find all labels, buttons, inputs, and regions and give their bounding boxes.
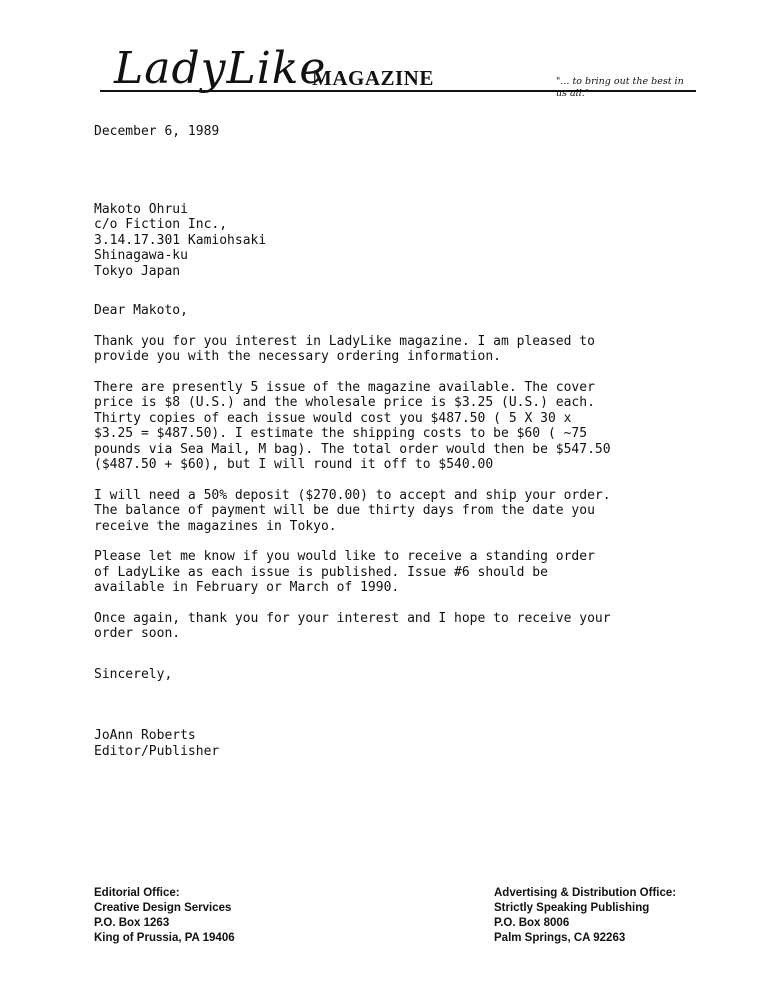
paragraph-line: provide you with the necessary ordering information. <box>94 349 501 364</box>
paragraph-line: pounds via Sea Mail, M bag). The total order would then be $547.50 <box>94 441 611 457</box>
address-line: Makoto Ohrui <box>94 201 188 217</box>
editorial-office-address <box>94 886 235 946</box>
footer-line: Strictly Speaking Publishing <box>494 902 650 914</box>
footer-line: Editorial Office: <box>94 887 180 899</box>
paragraph-line: order soon. <box>94 626 181 641</box>
paragraph-line: price is $8 (U.S.) and the wholesale price is $3.25 (U.S.) each. <box>94 395 595 410</box>
salutation: Dear Makoto, <box>94 303 188 318</box>
paragraph-line: ($487.50 + $60), but I will round it off to $540.00 <box>94 457 494 472</box>
paragraph-line: I will need a 50% deposit ($270.00) to accept and ship your order. <box>94 487 611 503</box>
advertising-office-address <box>494 886 676 946</box>
paragraph-line: receive the magazines in Tokyo. <box>94 518 337 534</box>
footer-line: King of Prussia, PA 19406 <box>94 932 235 944</box>
paragraph-line: Thank you for you interest in LadyLike magazine. I am pleased to <box>94 333 595 349</box>
paragraph-5 <box>94 611 704 642</box>
footer-line: P.O. Box 8006 <box>494 917 570 929</box>
address-line: Shinagawa-ku <box>94 248 188 263</box>
spacer <box>94 473 704 488</box>
spacer <box>94 596 704 611</box>
spacer <box>94 642 704 667</box>
paragraph-1 <box>94 334 704 365</box>
letter-body <box>94 124 704 759</box>
address-line: 3.14.17.301 Kamiohsaki <box>94 232 267 248</box>
recipient-address <box>94 202 704 280</box>
paragraph-line: Please let me know if you would like to receive a standing order <box>94 549 595 564</box>
footer-line: Advertising & Distribution Office: <box>494 887 677 899</box>
spacer <box>94 682 704 728</box>
paragraph-line: Once again, thank you for your interest and I hope to receive your <box>94 610 611 626</box>
paragraph-2 <box>94 380 704 473</box>
magazine-word: MAGAZINE <box>312 66 434 90</box>
tagline: "... to bring out the best in us all." <box>556 76 684 99</box>
address-line: Tokyo Japan <box>94 263 181 279</box>
spacer <box>94 140 704 202</box>
paragraph-line: of LadyLike as each issue is published. Issue #6 should be <box>94 564 548 580</box>
footer-line: P.O. Box 1263 <box>94 917 170 929</box>
spacer <box>94 279 704 303</box>
letter-date: December 6, 1989 <box>94 124 220 139</box>
paragraph-4 <box>94 549 704 596</box>
paragraph-3 <box>94 488 704 535</box>
address-line: c/o Fiction Inc., <box>94 217 228 232</box>
paragraph-line: available in February or March of 1990. <box>94 580 400 595</box>
spacer <box>94 534 704 549</box>
signer-name: JoAnn Roberts <box>94 728 196 743</box>
spacer <box>94 365 704 380</box>
paragraph-line: $3.25 = $487.50). I estimate the shipping costs to be $60 ( ~75 <box>94 426 588 441</box>
paragraph-line: Thirty copies of each issue would cost you $487.50 ( 5 X 30 x <box>94 410 572 426</box>
spacer <box>94 319 704 334</box>
paragraph-line: There are presently 5 issue of the magazine available. The cover <box>94 379 595 395</box>
footer-line: Palm Springs, CA 92263 <box>494 932 626 944</box>
magazine-logo: LadyLike <box>114 43 327 94</box>
letterhead-rule <box>100 90 696 92</box>
closing: Sincerely, <box>94 666 173 682</box>
letterhead <box>100 40 696 100</box>
paragraph-line: The balance of payment will be due thirty days from the date you <box>94 503 595 518</box>
footer-line: Creative Design Services <box>94 902 232 914</box>
signer-title: Editor/Publisher <box>94 743 220 759</box>
